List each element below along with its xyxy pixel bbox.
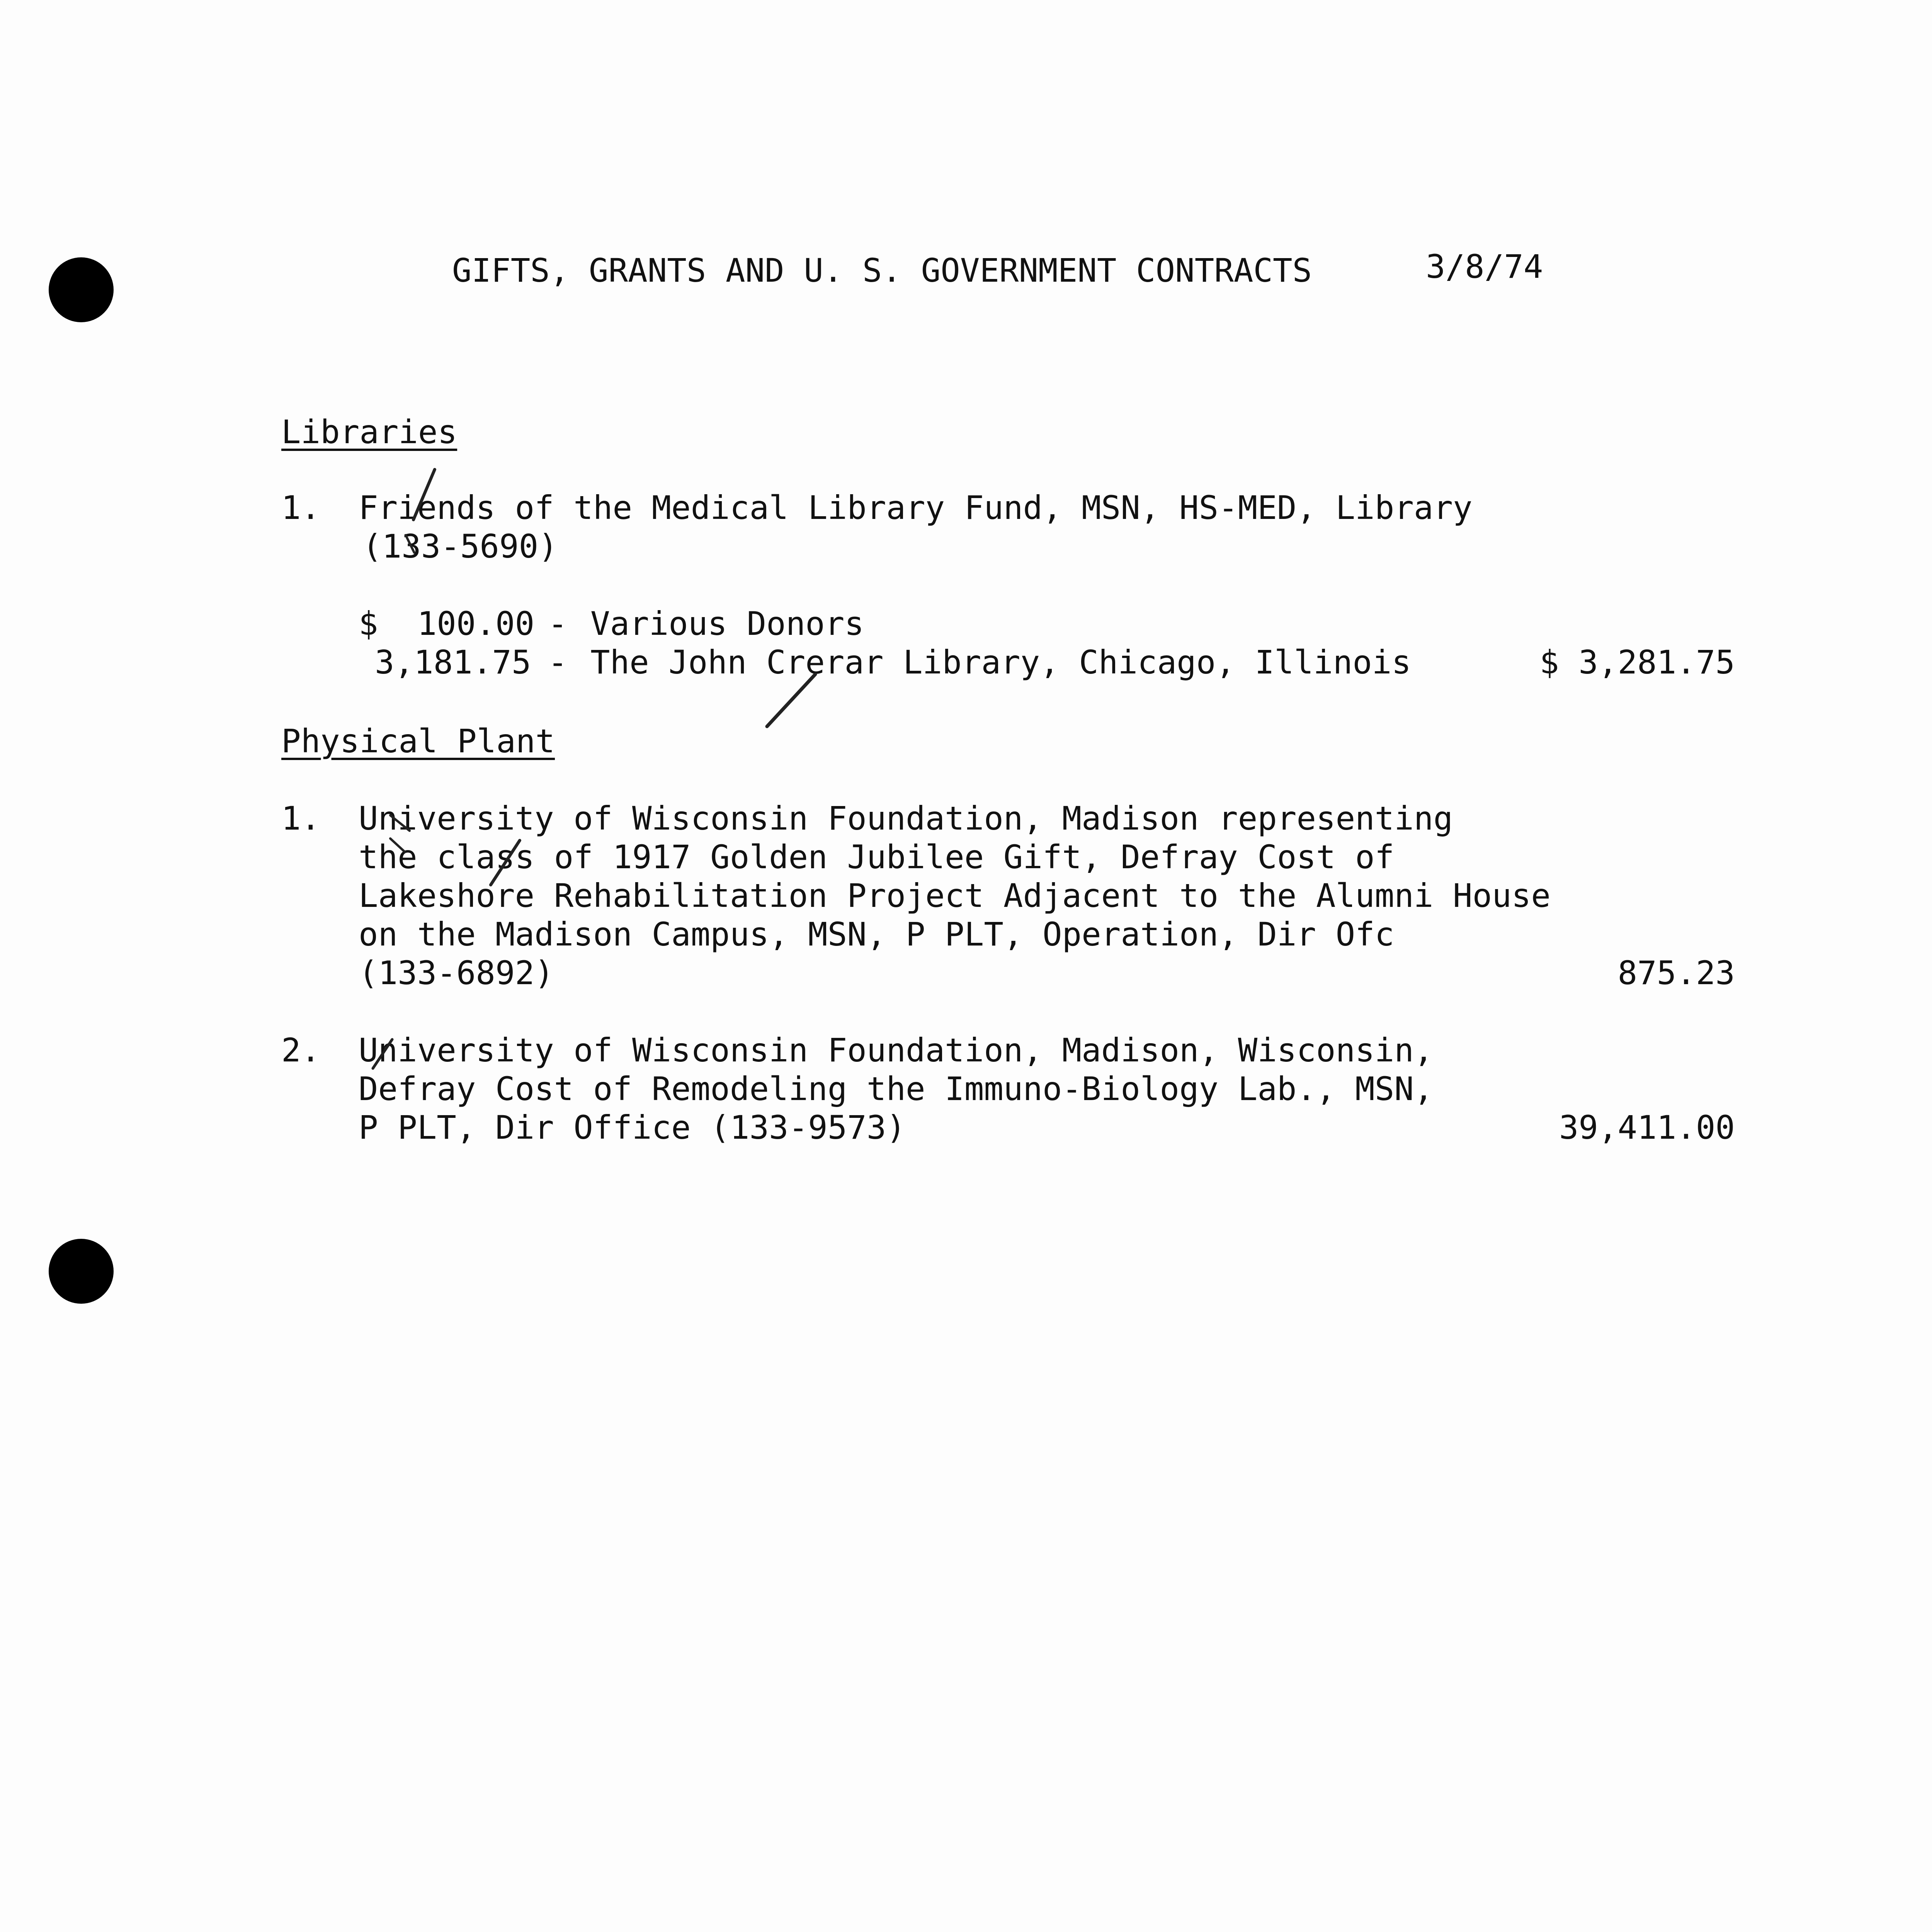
item-total: $ 3,281.75 [1539, 643, 1735, 681]
check-mark-icon [373, 1039, 392, 1068]
section-heading-libraries: Libraries [281, 413, 457, 451]
item-line: University of Wisconsin Foundation, Madison representing [359, 799, 1453, 837]
section-heading-physical-plant: Physical Plant [281, 722, 555, 760]
item-line: P PLT, Dir Office (133-9573) [359, 1109, 906, 1146]
check-mark-icon [406, 535, 414, 553]
donation-separator: - [548, 605, 568, 643]
donation-amount: 3,181.75 [375, 643, 531, 681]
item-number: 1. [281, 799, 321, 837]
item-total: 875.23 [1617, 954, 1735, 992]
document-date: 3/8/74 [1426, 248, 1543, 286]
donation-amount: $ 100.00 [359, 605, 535, 643]
check-mark-icon [390, 815, 410, 831]
item-total: 39,411.00 [1559, 1109, 1735, 1146]
check-mark-icon [767, 674, 815, 726]
item-line: Defray Cost of Remodeling the Immuno-Biology Lab., MSN, [359, 1070, 1434, 1108]
item-line: (133-6892) [359, 954, 554, 992]
item-line: University of Wisconsin Foundation, Madison, Wisconsin, [359, 1031, 1434, 1069]
item-line: (133-5690) [362, 527, 558, 565]
item-line: Friends of the Medical Library Fund, MSN, HS-MED, Library [359, 489, 1473, 527]
page-title: GIFTS, GRANTS AND U. S. GOVERNMENT CONTRACTS [452, 252, 1312, 289]
item-line: on the Madison Campus, MSN, P PLT, Operation, Dir Ofc [359, 915, 1395, 953]
item-line: the class of 1917 Golden Jubilee Gift, Defray Cost of [359, 838, 1395, 876]
donation-donor: The John Crerar Library, Chicago, Illinois [590, 643, 1412, 681]
check-mark-icon [491, 840, 520, 885]
item-line: Lakeshore Rehabilitation Project Adjacent to the Alumni House [359, 877, 1551, 915]
item-number: 1. [281, 489, 321, 527]
check-mark-icon [390, 838, 405, 852]
item-number: 2. [281, 1031, 321, 1069]
donation-separator: - [548, 643, 568, 681]
check-mark-icon [413, 469, 435, 520]
donation-donor: Various Donors [590, 605, 864, 643]
